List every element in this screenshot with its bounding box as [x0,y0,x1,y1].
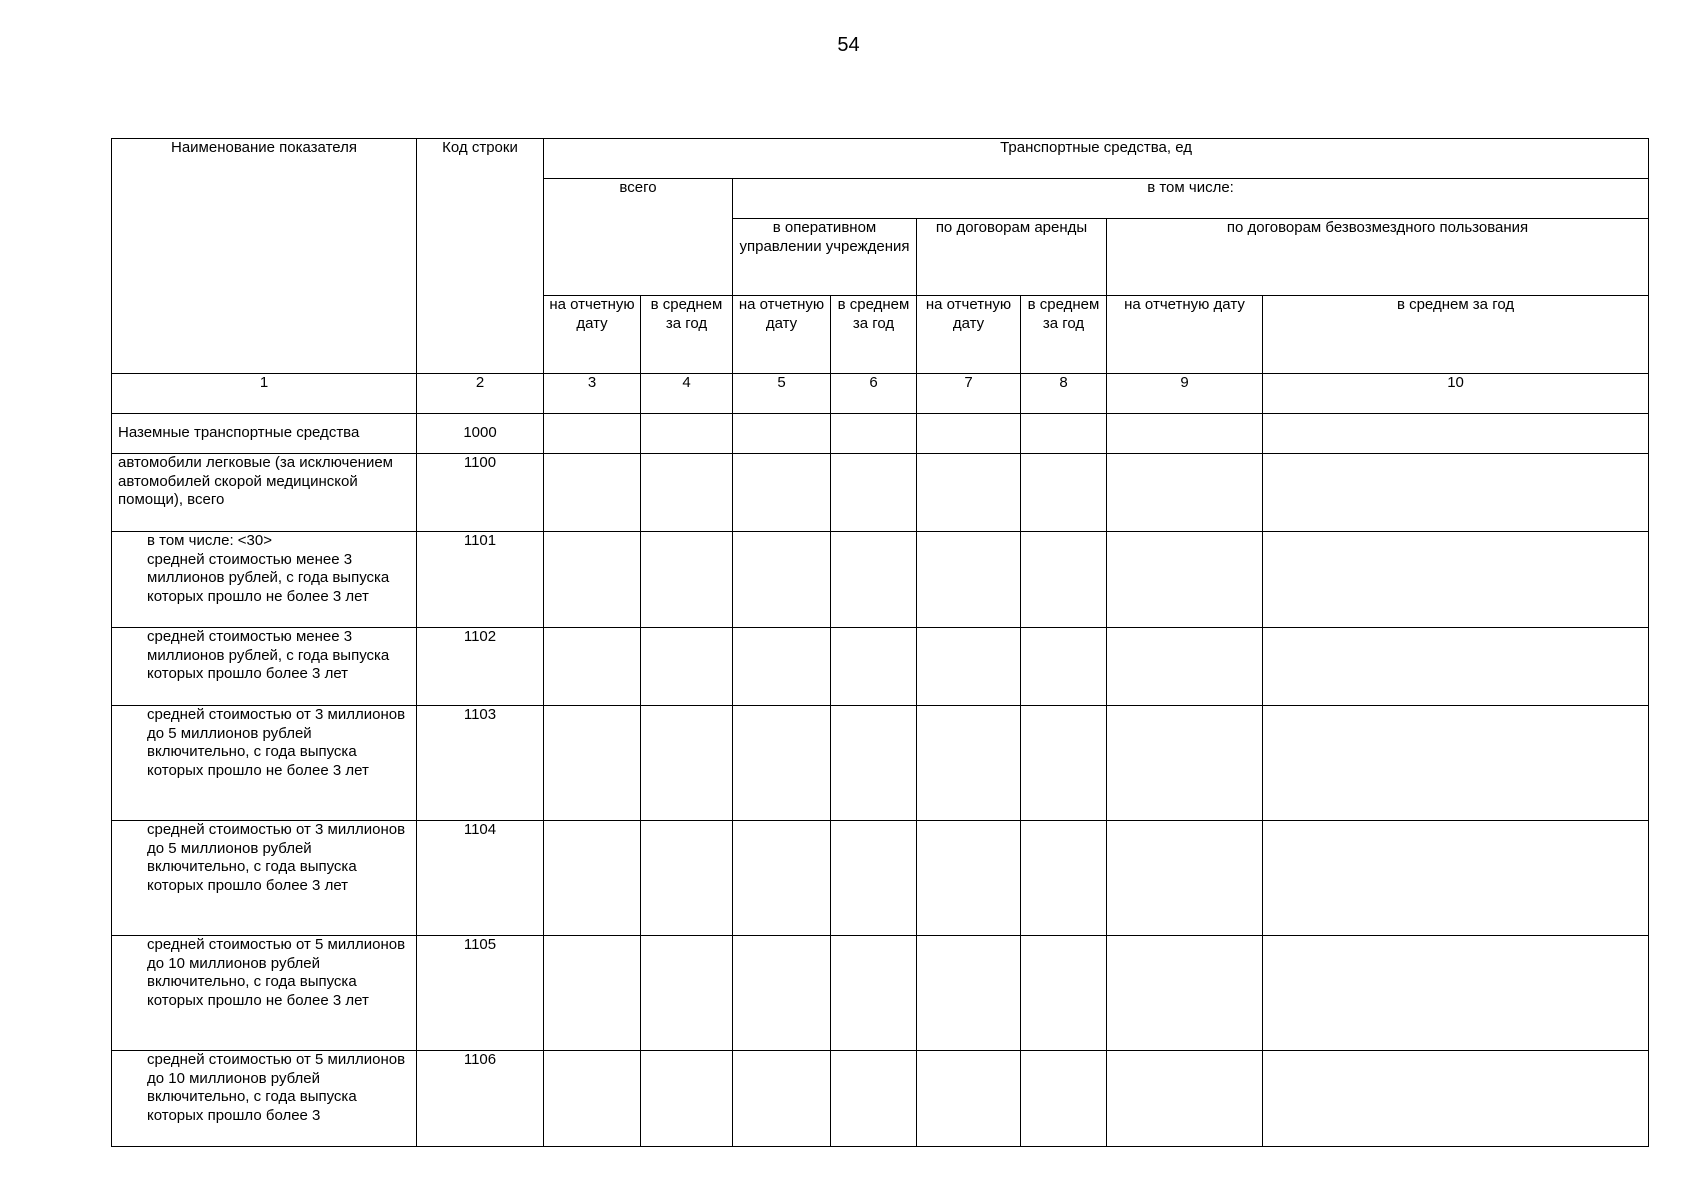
data-cell[interactable] [641,936,733,1051]
data-cell[interactable] [733,628,831,706]
data-cell[interactable] [1263,532,1649,628]
row-name: Наземные транспортные средства [112,414,417,454]
data-cell[interactable] [1021,628,1107,706]
row-code: 1104 [417,821,544,936]
data-cell[interactable] [544,628,641,706]
data-cell[interactable] [1021,706,1107,821]
row-name: в том числе: <30> средней стоимостью менее 3 миллионов рублей, с года выпуска которых прошло не более 3 лет [112,532,417,628]
data-cell[interactable] [1263,936,1649,1051]
vehicles-form-table [111,138,1649,1147]
data-cell[interactable] [733,706,831,821]
data-cell[interactable] [917,454,1021,532]
page-number: 54 [837,34,860,56]
data-cell[interactable] [1021,1051,1107,1147]
header-free-use: по договорам безвозмездного пользования [1107,219,1649,296]
data-cell[interactable] [733,936,831,1051]
data-cell[interactable] [641,1051,733,1147]
data-cell[interactable] [544,706,641,821]
table-row [112,936,1649,1051]
data-cell[interactable] [1107,628,1263,706]
data-cell[interactable] [1263,1051,1649,1147]
data-cell[interactable] [1107,821,1263,936]
col-number: 7 [917,374,1021,414]
data-cell[interactable] [544,1051,641,1147]
table-row [112,532,1649,628]
data-cell[interactable] [1107,414,1263,454]
table-row [112,821,1649,936]
row-name: средней стоимостью менее 3 миллионов рублей, с года выпуска которых прошло более 3 лет [112,628,417,706]
data-cell[interactable] [1021,414,1107,454]
data-cell[interactable] [641,414,733,454]
col-number: 4 [641,374,733,414]
data-cell[interactable] [917,1051,1021,1147]
data-cell[interactable] [1107,454,1263,532]
col-number: 5 [733,374,831,414]
header-code-column: Код строки [417,139,544,374]
data-cell[interactable] [831,821,917,936]
data-cell[interactable] [544,821,641,936]
row-code: 1103 [417,706,544,821]
data-cell[interactable] [831,936,917,1051]
table-row [112,706,1649,821]
data-cell[interactable] [831,532,917,628]
header-sub-c7: на отчетную дату [917,296,1021,374]
data-cell[interactable] [1107,1051,1263,1147]
header-sub-c3: на отчетную дату [544,296,641,374]
data-cell[interactable] [1263,628,1649,706]
col-number: 8 [1021,374,1107,414]
table-row [112,454,1649,532]
col-number: 10 [1263,374,1649,414]
data-cell[interactable] [831,706,917,821]
data-cell[interactable] [544,936,641,1051]
data-cell[interactable] [917,706,1021,821]
data-cell[interactable] [544,532,641,628]
col-number: 1 [112,374,417,414]
header-sub-c8: в среднем за год [1021,296,1107,374]
data-cell[interactable] [641,706,733,821]
col-number: 9 [1107,374,1263,414]
header-sub-c9: на отчетную дату [1107,296,1263,374]
header-sub-c10: в среднем за год [1263,296,1649,374]
data-cell[interactable] [917,936,1021,1051]
data-cell[interactable] [1021,532,1107,628]
data-cell[interactable] [733,532,831,628]
data-cell[interactable] [1021,936,1107,1051]
row-code: 1101 [417,532,544,628]
data-cell[interactable] [917,628,1021,706]
table-row [112,628,1649,706]
data-cell[interactable] [1263,706,1649,821]
data-cell[interactable] [1107,532,1263,628]
data-cell[interactable] [917,821,1021,936]
data-cell[interactable] [1263,454,1649,532]
table-row [112,1051,1649,1147]
row-code: 1106 [417,1051,544,1147]
header-sub-c5: на отчетную дату [733,296,831,374]
header-total: всего [544,179,733,296]
header-operational: в оперативном управлении учреждения [733,219,917,296]
data-cell[interactable] [733,1051,831,1147]
data-cell[interactable] [917,414,1021,454]
data-cell[interactable] [1263,414,1649,454]
header-name-column: Наименование показателя [112,139,417,374]
data-cell[interactable] [831,628,917,706]
data-cell[interactable] [641,532,733,628]
col-number: 6 [831,374,917,414]
row-name: средней стоимостью от 3 миллионов до 5 миллионов рублей включительно, с года выпуска которых прошло не более 3 лет [112,706,417,821]
data-cell[interactable] [1021,821,1107,936]
row-name: средней стоимостью от 5 миллионов до 10 миллионов рублей включительно, с года выпуска которых прошло не более 3 лет [112,936,417,1051]
data-cell[interactable] [641,454,733,532]
col-number: 3 [544,374,641,414]
header-including: в том числе: [733,179,1649,219]
header-vehicles-group: Транспортные средства, ед [544,139,1649,179]
col-number: 2 [417,374,544,414]
data-cell[interactable] [831,414,917,454]
data-cell[interactable] [733,821,831,936]
header-sub-c4: в среднем за год [641,296,733,374]
table-row [112,414,1649,454]
data-cell[interactable] [733,454,831,532]
data-cell[interactable] [733,414,831,454]
data-cell[interactable] [641,821,733,936]
data-cell[interactable] [641,628,733,706]
header-sub-c6: в среднем за год [831,296,917,374]
row-code: 1100 [417,454,544,532]
data-cell[interactable] [917,532,1021,628]
header-lease: по договорам аренды [917,219,1107,296]
data-cell[interactable] [1107,936,1263,1051]
data-cell[interactable] [831,454,917,532]
data-cell[interactable] [1107,706,1263,821]
data-cell[interactable] [1021,454,1107,532]
row-code: 1000 [417,414,544,454]
row-name: средней стоимостью от 3 миллионов до 5 миллионов рублей включительно, с года выпуска которых прошло более 3 лет [112,821,417,936]
data-cell[interactable] [1263,821,1649,936]
row-code: 1102 [417,628,544,706]
row-code: 1105 [417,936,544,1051]
data-cell[interactable] [544,454,641,532]
data-cell[interactable] [831,1051,917,1147]
row-name: автомобили легковые (за исключением автомобилей скорой медицинской помощи), всего [112,454,417,532]
data-cell[interactable] [544,414,641,454]
row-name: средней стоимостью от 5 миллионов до 10 миллионов рублей включительно, с года выпуска которых прошло более 3 [112,1051,417,1147]
